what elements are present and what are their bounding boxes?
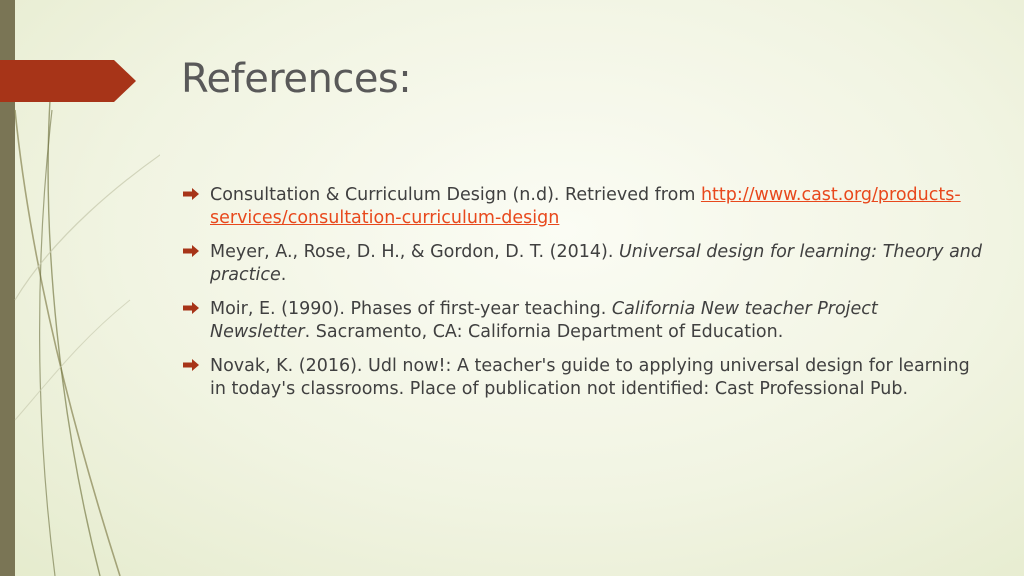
references-list <box>183 184 983 412</box>
arrow-right-icon <box>183 359 199 371</box>
reference-text: Moir, E. (1990). Phases of first-year teaching. <box>210 299 612 319</box>
reference-text-after: . <box>280 265 287 285</box>
arrow-right-icon <box>183 302 199 314</box>
reference-item <box>183 298 983 344</box>
reference-link[interactable]: http://www.cast.org/products-services/consultation-curriculum-design <box>210 185 961 228</box>
slide-title: References: <box>181 56 412 102</box>
title-arrow-marker <box>0 60 136 102</box>
reference-text: Novak, K. (2016). Udl now!: A teacher's guide to applying universal design for learning in today's classrooms. Place of publication not identified: Cast Professional Pub. <box>210 356 970 399</box>
reference-title-italic: California New teacher Project Newsletter <box>210 299 878 342</box>
arrow-right-icon <box>183 188 199 200</box>
reference-text-after: . Sacramento, CA: California Department of Education. <box>304 322 784 342</box>
reference-text: Consultation & Curriculum Design (n.d). Retrieved from <box>210 185 701 205</box>
reference-text: Meyer, A., Rose, D. H., & Gordon, D. T. (2014). <box>210 242 619 262</box>
reference-item <box>183 355 983 401</box>
reference-title-italic: Universal design for learning: Theory and practice <box>210 242 982 285</box>
arrow-right-icon <box>183 245 199 257</box>
reference-item <box>183 241 983 287</box>
reference-item <box>183 184 983 230</box>
